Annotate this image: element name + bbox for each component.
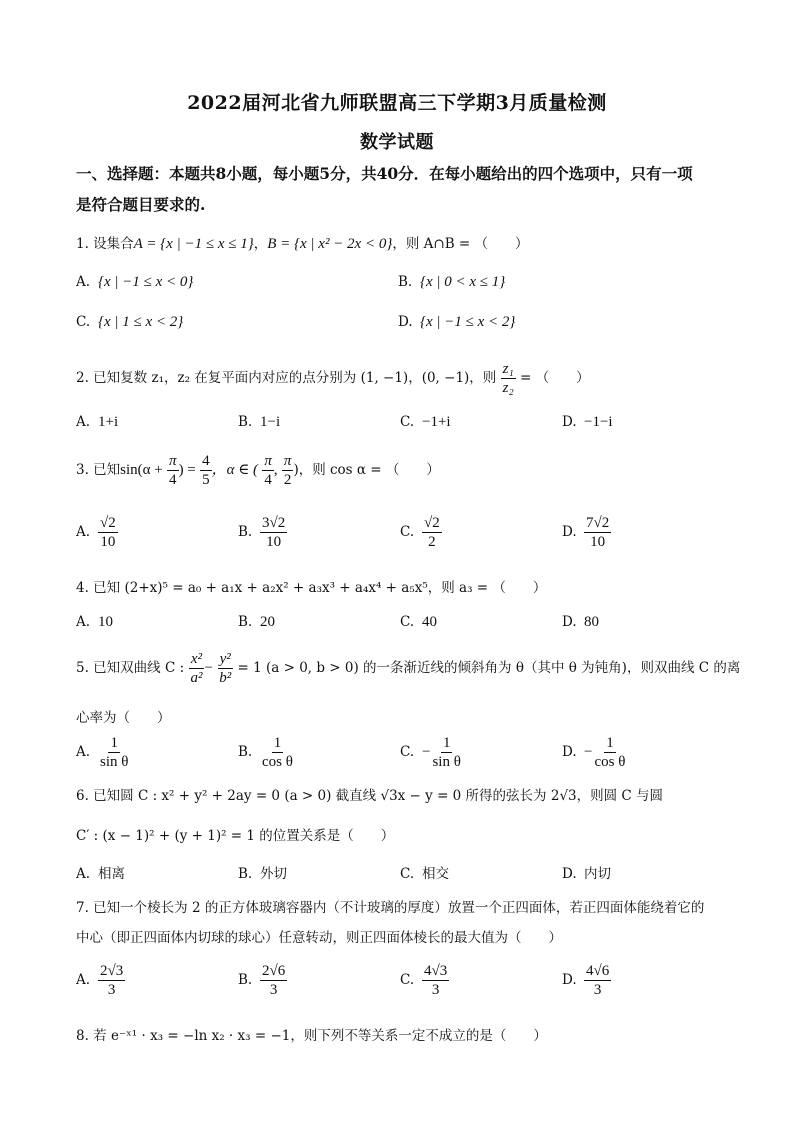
option-fraction (98, 514, 118, 551)
option-label: D. (562, 524, 577, 540)
option-fraction (98, 962, 125, 999)
option-text: 相交 (422, 866, 449, 882)
option-label: D. (562, 972, 577, 988)
frac-den: cos θ (262, 754, 293, 770)
q3-option-c[interactable] (400, 514, 442, 551)
q3-range-low (262, 452, 274, 489)
frac-num: 7√2 (586, 515, 610, 531)
q5-frac-y (217, 650, 233, 687)
option-text: 20 (260, 614, 275, 630)
frac-den: 3 (269, 982, 278, 998)
option-label: A. (76, 524, 91, 540)
option-text: 相离 (98, 866, 125, 882)
option-fraction (422, 514, 442, 551)
frac-den: sin θ (432, 754, 461, 770)
q3-option-a[interactable] (76, 514, 118, 551)
question-2 (76, 360, 736, 397)
q7-option-a[interactable] (76, 962, 125, 999)
frac-num: √2 (424, 515, 440, 531)
frac-num: 1 (442, 735, 451, 751)
q6-option-d[interactable] (562, 862, 611, 882)
q3-value (200, 452, 212, 489)
q3-mid: ，α ∈ ( (211, 462, 259, 478)
question-7-line2 (76, 926, 736, 946)
q1-ask: ，则 A∩B = （ ） (392, 236, 529, 252)
option-text: {x | 1 ≤ x < 2} (98, 314, 184, 330)
q6-option-b[interactable] (238, 862, 287, 882)
option-label: A. (76, 274, 91, 290)
q3-eq: ) = (178, 462, 196, 478)
frac-num: π (169, 453, 177, 469)
frac-den: a² (190, 670, 203, 686)
frac-num: √2 (100, 515, 116, 531)
option-text: 1−i (260, 414, 281, 430)
q7-option-c[interactable] (400, 962, 449, 999)
q1-option-a[interactable] (76, 274, 193, 291)
q5-rest: = 1 (a > 0, b > 0) 的一条渐近线的倾斜角为 θ（其中 θ 为钝角)，则双曲线 C 的离 (237, 660, 741, 676)
frac-den: 2 (428, 534, 436, 550)
question-6-line2 (76, 824, 736, 844)
q3-pi-over-4 (167, 452, 179, 489)
q1-prefix: 1. 设集合 (76, 236, 134, 252)
q1-set-a: A = {x | −1 ≤ x ≤ 1} (133, 236, 254, 252)
frac-num: y² (219, 651, 231, 667)
q4-text: 4. 已知 (2+x)⁵ = a₀ + a₁x + a₂x² + a₃x³ + a₄x⁴ + a₅x⁵，则 a₃ = （ ） (76, 580, 547, 596)
option-text: {x | −1 ≤ x < 2} (420, 314, 516, 330)
q6-option-a[interactable] (76, 862, 125, 882)
q6-option-c[interactable] (400, 862, 449, 882)
q7-option-b[interactable] (238, 962, 287, 999)
option-label: A. (76, 614, 91, 630)
frac-den: 10 (266, 534, 282, 550)
question-8 (76, 1024, 736, 1044)
frac-den: 4 (264, 472, 272, 488)
q5-option-d[interactable] (562, 734, 627, 771)
option-label: B. (398, 274, 413, 290)
q5-option-b[interactable] (238, 734, 295, 771)
option-text: 1+i (98, 414, 119, 430)
q3-option-b[interactable] (238, 514, 287, 551)
q3-comma: , (273, 462, 278, 478)
frac-den: sin θ (100, 754, 129, 770)
option-text: {x | −1 ≤ x < 0} (98, 274, 194, 290)
question-5 (76, 650, 741, 687)
frac-den: 3 (593, 982, 602, 998)
q5-minus: − (204, 660, 213, 676)
q3-ask: )，则 cos α = （ ） (293, 462, 440, 478)
q8-text: 8. 若 e⁻ˣ¹ · x₃ = −ln x₂ · x₃ = −1，则下列不等关系一定不成立的是（ ） (76, 1028, 547, 1044)
option-label: D. (562, 414, 577, 430)
option-label: D. (562, 614, 577, 630)
section-heading-line2: 是符合题目要求的. (76, 195, 206, 214)
option-text: 外切 (260, 866, 287, 882)
option-label: C. (400, 524, 415, 540)
frac-num: π (264, 453, 272, 469)
exam-subtitle: 数学试题 (360, 132, 434, 153)
option-text: 80 (584, 614, 599, 630)
question-4 (76, 576, 736, 596)
q5-prefix: 5. 已知双曲线 C : (76, 660, 185, 676)
option-label: C. (400, 614, 415, 630)
q6-line1: 6. 已知圆 C : x² + y² + 2ay = 0 (a > 0) 截直线 √3x − y = 0 所得的弦长为 2√3，则圆 C 与圆 (76, 788, 664, 804)
option-fraction (422, 962, 449, 999)
frac-den: 10 (590, 534, 606, 550)
q2-option-d[interactable] (562, 414, 613, 431)
q2-option-c[interactable] (400, 414, 451, 431)
q3-sin-left: sin(α + (120, 462, 163, 478)
q5-frac-x (188, 650, 204, 687)
option-fraction (430, 734, 462, 771)
option-label: C. (400, 866, 415, 882)
option-fraction (260, 734, 295, 771)
option-label: B. (238, 866, 253, 882)
q5-option-a[interactable] (76, 734, 130, 771)
question-1 (76, 232, 736, 253)
option-label: A. (76, 972, 91, 988)
q6-line2: C′ : (x − 1)² + (y + 1)² = 1 的位置关系是（ ） (76, 828, 395, 844)
q5-line2: 心率为（ ） (76, 710, 171, 726)
q2-option-a[interactable] (76, 414, 118, 431)
frac-num: 2√6 (262, 963, 286, 979)
exam-title: 2022届河北省九师联盟高三下学期3月质量检测 (187, 92, 607, 114)
frac-num: z₁ (502, 361, 514, 377)
option-fraction (584, 962, 611, 999)
option-label: B. (238, 414, 253, 430)
option-label: C. (400, 414, 415, 430)
question-5-line2 (76, 706, 736, 726)
q3-option-d[interactable] (562, 514, 611, 551)
frac-num: x² (190, 651, 203, 667)
option-label: B. (238, 524, 253, 540)
q7-line1: 7. 已知一个棱长为 2 的正方体玻璃容器内（不计玻璃的厚度）放置一个正四面体，若正四面体能绕着它的 (76, 900, 705, 916)
option-label: D. (562, 744, 577, 760)
frac-num: 2√3 (100, 963, 124, 979)
frac-den: 3 (431, 982, 440, 998)
option-text: 40 (422, 614, 437, 630)
option-fraction (260, 514, 287, 551)
q3-range-high (282, 452, 294, 489)
q1-option-c[interactable] (76, 314, 183, 331)
frac-den: z₂ (502, 380, 514, 396)
frac-num: 1 (110, 735, 118, 751)
section-heading (76, 158, 726, 220)
option-fraction (592, 734, 627, 771)
frac-num: π (283, 453, 292, 469)
question-6 (76, 784, 736, 804)
option-label: B. (238, 744, 253, 760)
q1-mid: ， (253, 236, 268, 252)
frac-den: 3 (107, 982, 116, 998)
option-text: 10 (98, 614, 113, 630)
q4-option-c[interactable] (400, 614, 437, 631)
option-sign: − (584, 744, 593, 760)
option-label: C. (400, 972, 415, 988)
question-7 (76, 896, 736, 916)
option-label: A. (76, 866, 91, 882)
frac-num: 4√3 (424, 963, 448, 979)
option-fraction (98, 734, 130, 771)
q4-option-a[interactable] (76, 614, 113, 631)
frac-num: 4√6 (586, 963, 610, 979)
q2-ask: = （ ） (519, 370, 590, 386)
option-fraction (584, 514, 611, 551)
frac-den: 5 (202, 472, 210, 488)
frac-den: b² (219, 670, 232, 686)
option-label: A. (76, 414, 91, 430)
frac-den: 2 (283, 472, 292, 488)
option-label: B. (238, 614, 253, 630)
frac-num: 1 (273, 735, 282, 751)
option-label: D. (562, 866, 577, 882)
frac-num: 1 (606, 735, 614, 751)
frac-num: 4 (202, 453, 210, 469)
frac-den: cos θ (594, 754, 626, 770)
q4-option-d[interactable] (562, 614, 599, 631)
q2-prefix: 2. 已知复数 z₁，z₂ 在复平面内对应的点分别为 (1, −1)，(0, −1)，则 (76, 370, 497, 386)
q3-prefix: 3. 已知 (76, 462, 121, 478)
q4-option-b[interactable] (238, 614, 275, 631)
q1-option-d[interactable] (398, 314, 515, 331)
q2-option-b[interactable] (238, 414, 280, 431)
q7-line2: 中心（即正四面体内切球的球心）任意转动，则正四面体棱长的最大值为（ ） (76, 930, 562, 946)
option-text: 内切 (584, 866, 611, 882)
frac-den: 4 (169, 472, 177, 488)
option-text: −1+i (422, 414, 451, 430)
frac-num: 3√2 (262, 515, 286, 531)
option-label: D. (398, 314, 413, 330)
option-label: C. (400, 744, 415, 760)
option-label: C. (76, 314, 91, 330)
option-fraction (260, 962, 287, 999)
option-text: {x | 0 < x ≤ 1} (420, 274, 506, 290)
option-label: A. (76, 744, 91, 760)
q7-option-d[interactable] (562, 962, 611, 999)
frac-den: 10 (100, 534, 116, 550)
option-label: B. (238, 972, 253, 988)
option-sign: − (422, 744, 431, 760)
q5-option-c[interactable] (400, 734, 463, 771)
section-heading-line1: 一、选择题：本题共8小题，每小题5分，共40分．在每小题给出的四个选项中，只有一项 (76, 164, 693, 183)
q2-fraction (501, 360, 516, 397)
q1-option-b[interactable] (398, 274, 505, 291)
question-3 (76, 452, 736, 489)
option-text: −1−i (584, 414, 613, 430)
q1-set-b: B = {x | x² − 2x < 0} (267, 236, 393, 252)
